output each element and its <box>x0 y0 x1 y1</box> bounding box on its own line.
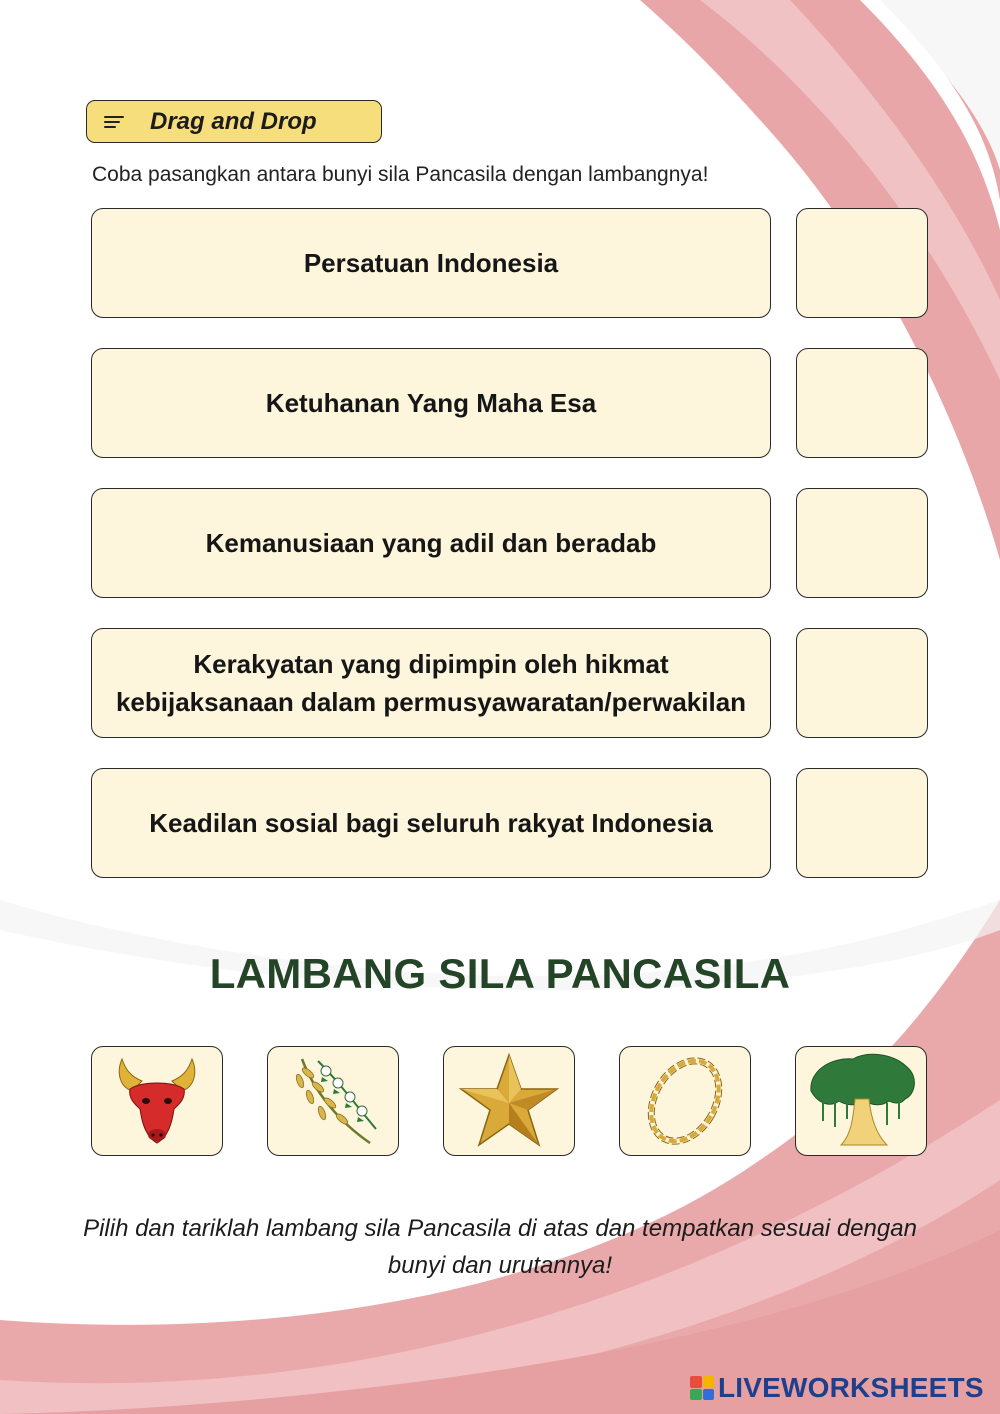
brand-name: LIVEWORKSHEETS <box>718 1372 984 1403</box>
sila-card: Kemanusiaan yang adil dan beradab <box>91 488 771 598</box>
star-icon <box>454 1051 564 1151</box>
sila-card: Persatuan Indonesia <box>91 208 771 318</box>
drop-target[interactable] <box>796 628 928 738</box>
draggable-symbol-star[interactable] <box>443 1046 575 1156</box>
draggable-symbol-chain[interactable] <box>619 1046 751 1156</box>
draggable-symbol-bull[interactable] <box>91 1046 223 1156</box>
menu-icon <box>104 114 124 130</box>
drag-and-drop-badge <box>86 100 382 143</box>
draggable-symbol-banyan[interactable] <box>795 1046 927 1156</box>
sila-card: Kerakyatan yang dipimpin oleh hikmat kebijaksanaan dalam permusyawaratan/perwakilan <box>91 628 771 738</box>
chain-icon <box>630 1051 740 1151</box>
rice-cotton-icon <box>278 1051 388 1151</box>
banyan-tree-icon <box>801 1049 921 1153</box>
footer-instruction: Pilih dan tariklah lambang sila Pancasila di atas dan tempatkan sesuai dengan bunyi dan urutannya! <box>83 1215 917 1279</box>
badge-label: Drag and Drop <box>150 107 317 135</box>
symbols-title: LAMBANG SILA PANCASILA <box>209 950 791 997</box>
drop-target[interactable] <box>796 768 928 878</box>
sila-card: Keadilan sosial bagi seluruh rakyat Indonesia <box>91 768 771 878</box>
drop-target[interactable] <box>796 348 928 458</box>
draggable-symbol-rice-cotton[interactable] <box>267 1046 399 1156</box>
sila-card: Ketuhanan Yang Maha Esa <box>91 348 771 458</box>
bull-head-icon <box>102 1051 212 1151</box>
liveworksheets-logo[interactable] <box>690 1372 984 1404</box>
drop-target[interactable] <box>796 488 928 598</box>
liveworksheets-mark-icon <box>690 1376 714 1400</box>
drop-target[interactable] <box>796 208 928 318</box>
instruction-text: Coba pasangkan antara bunyi sila Pancasila dengan lambangnya! <box>92 163 709 186</box>
